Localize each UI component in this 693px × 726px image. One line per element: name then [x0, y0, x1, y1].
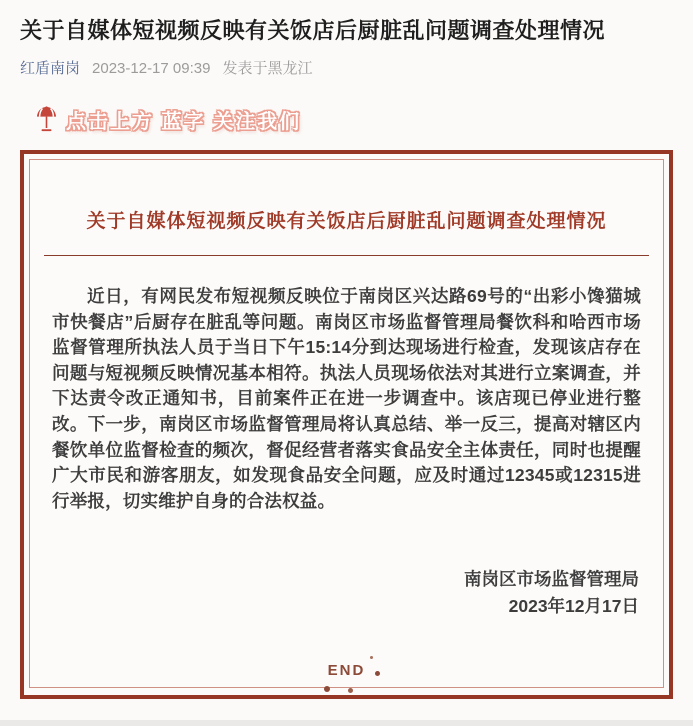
end-dot [375, 671, 380, 676]
end-dot [370, 656, 373, 659]
notice-title: 关于自媒体短视频反映有关饭店后厨脏乱问题调查处理情况 [86, 211, 607, 232]
signature-date: 2023年12月17日 [508, 596, 639, 617]
article-page [0, 16, 693, 726]
screenshot-bottom-edge [0, 720, 693, 726]
title-divider [44, 255, 649, 256]
article-title: 关于自媒体短视频反映有关饭店后厨脏乱问题调查处理情况 [20, 18, 606, 43]
article-meta [20, 59, 673, 79]
end-label: END [327, 662, 366, 680]
follow-banner[interactable] [36, 104, 693, 134]
signature-block [54, 566, 639, 620]
publish-location: 发表于黑龙江 [222, 60, 313, 77]
umbrella-icon [36, 106, 57, 132]
notice-box [20, 150, 673, 699]
notice-body: 近日，有网民发布短视频反映位于南岗区兴达路69号的“出彩小馋猫城市快餐店”后厨存在脏乱等问题。南岗区市场监督管理局餐饮科和哈西市场监督管理所执法人员于当日下午15:14分到达现场进行检查，发现该店存在问题与短视频反映情况基本相符。执法人员现场依法对其进行立案调查，并下达责令改正通知书，目前案件正在进一步调查中。该店现已停业进行整改。下一步，南岗区市场监督管理局将认真总结、举一反三，提高对辖区内餐饮单位监督检查的频次，督促经营者落实食品安全主体责任，同时也提醒广大市民和游客朋友，如发现食品安全问题，应及时通过12345或12315进行举报，切实维护自身的合法权益。 [52, 286, 641, 511]
signature-org: 南岗区市场监督管理局 [464, 569, 639, 590]
follow-banner-text: 点击上方 蓝字 关注我们 [66, 110, 302, 133]
end-dot [324, 686, 330, 692]
end-marker [30, 662, 663, 680]
account-name-link[interactable]: 红盾南岗 [20, 60, 81, 77]
publish-time: 2023-12-17 09:39 [92, 60, 211, 77]
notice-inner-frame [29, 159, 664, 688]
end-dot [348, 688, 353, 693]
